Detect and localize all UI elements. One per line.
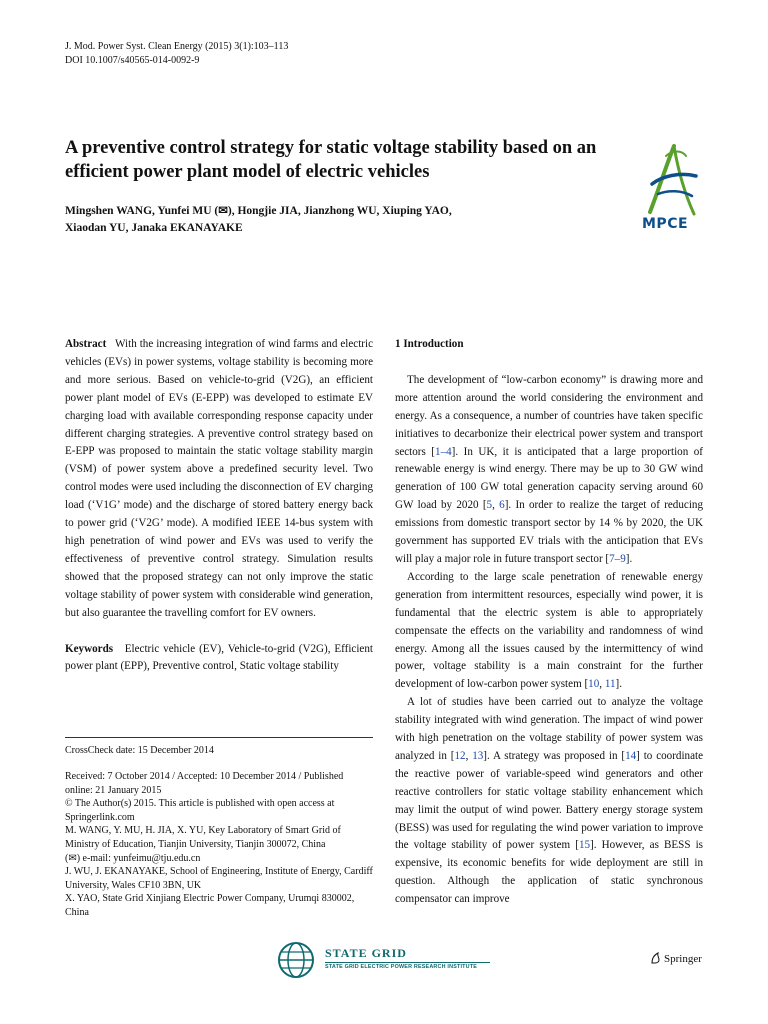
footnote-email: (✉) e-mail: yunfeimu@tju.edu.cn	[65, 852, 201, 864]
citation-link[interactable]: 5	[486, 499, 493, 512]
right-column	[395, 336, 703, 909]
abstract	[65, 336, 373, 623]
citation-link[interactable]: 7–9	[609, 552, 626, 565]
paper-title: A preventive control strategy for static voltage stability based on an efficient power plant model of electric vehicles	[65, 138, 597, 182]
state-grid-globe-icon	[276, 940, 316, 980]
footnote-line: J. WU, J. EKANAYAKE, School of Engineering, Institute of Energy, Cardiff University, Wales CF10 3BN, UK	[65, 866, 373, 891]
section-heading: 1 Introduction	[395, 338, 464, 350]
keywords-label: Keywords	[65, 642, 114, 655]
intro-paragraph-3: A lot of studies have been carried out to analyze the voltage stability integrated with wind generation. The impact of wind power with high penetration on the voltage stability of power system was analyzed in [12, 13]. A strategy was proposed in [14] to coordinate the reactive power of variable-speed wind generators and other reactive controllers for static voltage stability enhancement which may limit the output of wind power. Battery energy storage system (BESS) was used for regulating the wind power variation to improve the voltage stability of power system [15]. However, as BESS is expensive, its economic benefits for wide deployment are still in question. Although the application of static synchronous compensator can improve	[395, 696, 704, 906]
footnote-line: © The Author(s) 2015. This article is published with open access at Springerlink.com	[65, 798, 335, 823]
abstract-text: With the increasing integration of wind farms and electric vehicles (EVs) in power systems, voltage stability is becoming more and more serious. Based on vehicle-to-grid (V2G), an efficient power plant model of EVs (E-EPP) was developed to estimate EV charging load with available corresponding response capacity under different charging strategies. A preventive control strategy based on E-EPP was proposed to maintain the static voltage stability margin (VSM) of power system above a predefined security level. Two control modes were used including the disconnection of EV charging load (‘V1G’ mode) and the discharge of stored battery energy back to power grid (‘V2G’ mode). A modified IEEE 14-bus system with high penetration of wind power and EVs was used to verify the effectiveness of preventive control strategy. Simulation results showed that the proposed strategy can not only improve the static voltage stability of power system with considerable wind generation, but also guarantee the travelling comfort for EV owners.	[65, 338, 374, 619]
intro-paragraph-1: The development of “low-carbon economy” is drawing more and more attention around the world considering the environment and energy. As a consequence, a number of countries have taken specific initiatives to decarbonize their electrical power system and transport sectors [1–4]. In UK, it is anticipated that a large proportion of renewable energy is wind energy. There may be up to 30 GW wind generation of 100 GW total generation capacity serving around 60 GW load by 2020 [5, 6]. In order to realize the target of reducing emissions from domestic transport sector by 14 % by 2020, the UK government has supported EV trials with the anticipation that EVs will play a major role in future transport sector [7–9].	[395, 373, 704, 565]
citation-link[interactable]: 1–4	[435, 445, 452, 458]
logo-text: MPCE	[642, 216, 689, 232]
abstract-label: Abstract	[65, 338, 107, 350]
footnote-line: M. WANG, Y. MU, H. JIA, X. YU, Key Laboratory of Smart Grid of Ministry of Education, Tianjin University, Tianjin 300072, China	[65, 825, 341, 850]
crosscheck-date: CrossCheck date: 15 December 2014	[65, 745, 214, 756]
footnote-line: X. YAO, State Grid Xinjiang Electric Power Company, Urumqi 830002, China	[65, 893, 355, 918]
state-grid-subtitle: STATE GRID ELECTRIC POWER RESEARCH INSTITUTE	[325, 964, 478, 970]
state-grid-title: STATE GRID	[325, 946, 407, 960]
footnote-line: Received: 7 October 2014 / Accepted: 10 December 2014 / Published online: 21 January 2015	[65, 771, 344, 796]
citation-link[interactable]: 13	[472, 749, 484, 762]
springer-horse-icon	[650, 952, 661, 964]
citation-link[interactable]: 6	[499, 499, 505, 512]
state-grid-divider	[325, 962, 490, 963]
journal-meta	[65, 40, 288, 68]
springer-brand	[650, 952, 702, 965]
footnote-divider	[65, 737, 373, 738]
citation-link[interactable]: 12	[454, 749, 466, 762]
doi: DOI 10.1007/s40565-014-0092-9	[65, 55, 200, 66]
footnotes	[65, 770, 373, 920]
author-list: Mingshen WANG, Yunfei MU (✉), Hongjie JIA, Jianzhong WU, Xiuping YAO, Xiaodan YU, Janaka EKANAYAKE	[65, 205, 452, 234]
journal-citation: J. Mod. Power Syst. Clean Energy (2015) 3(1):103–113	[65, 41, 289, 52]
springer-label: Springer	[664, 953, 702, 965]
left-column	[65, 336, 373, 676]
citation-link[interactable]: 11	[604, 678, 616, 691]
citation-link[interactable]: 15	[578, 839, 591, 852]
keywords	[65, 641, 373, 677]
citation-link[interactable]: 14	[625, 749, 637, 762]
keywords-text: Electric vehicle (EV), Vehicle-to-grid (V2G), Efficient power plant (EPP), Preventive control, Static voltage stability	[65, 642, 373, 673]
citation-link[interactable]: 10	[588, 678, 600, 691]
intro-paragraph-2: According to the large scale penetration of renewable energy generation from intermittent resources, especially wind power, it is fundamental that the electric system is able to appropriately compensate the effects on the variability and randomness of wind energy. Among all the issues caused by the intermittency of wind power, voltage stability is a main constraint for the further development of low-carbon power system [10, 11].	[395, 570, 703, 691]
